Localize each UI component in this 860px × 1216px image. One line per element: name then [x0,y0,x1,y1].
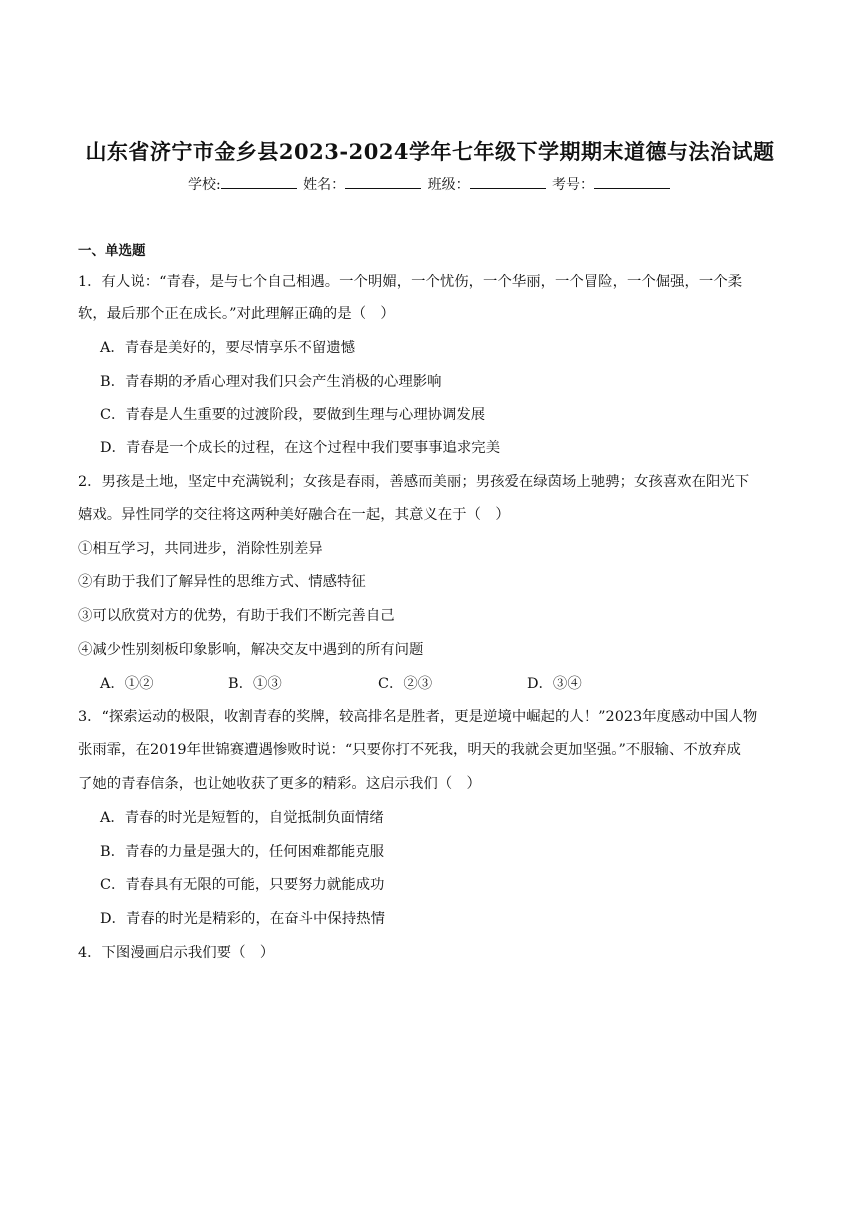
exam-title: 山东省济宁市金乡县2023-2024学年七年级下学期期末道德与法治试题 [85,139,775,164]
question-3-option-a[interactable]: A．青春的时光是短暂的，自觉抵制负面情绪 [100,810,384,826]
name-label: 姓名： [303,177,346,193]
question-2-statement-2: ②有助于我们了解异性的思维方式、情感特征 [78,574,366,590]
question-3-line-1: 3．“探索运动的极限，收割青春的奖牌，较高排名是胜者，更是逆境中崛起的人！”2023年度感动中国人物 [78,709,758,725]
school-blank[interactable] [221,176,297,189]
exam-number-blank[interactable] [594,176,670,189]
question-1-option-c[interactable]: C．青春是人生重要的过渡阶段，要做到生理与心理协调发展 [100,407,486,423]
question-2-statement-3: ③可以欣赏对方的优势，有助于我们不断完善自己 [78,608,395,624]
exam-number-label: 考号： [552,177,595,193]
question-3-option-d[interactable]: D．青春的时光是精彩的，在奋斗中保持热情 [100,911,385,927]
question-2-line-2: 嬉戏。异性同学的交往将这两种美好融合在一起，其意义在于（ ） [78,507,510,523]
question-4-line-1: 4．下图漫画启示我们要（ ） [78,945,275,961]
question-3-line-2: 张雨霏，在2019年世锦赛遭遇惨败时说：“只要你打不死我，明天的我就会更加坚强。”不服输、不放弃成 [78,742,741,758]
question-3-option-c[interactable]: C．青春具有无限的可能，只要努力就能成功 [100,877,385,893]
student-info-row [0,174,860,194]
question-3-line-3: 了她的青春信条，也让她收获了更多的精彩。这启示我们（ ） [78,776,481,792]
question-2-option-a[interactable]: A．①② [100,676,154,692]
question-1-line-2: 软，最后那个正在成长。”对此理解正确的是（ ） [78,306,395,322]
question-2-statement-1: ①相互学习，共同进步，消除性别差异 [78,541,323,557]
class-blank[interactable] [470,176,546,189]
name-blank[interactable] [345,176,421,189]
question-2-option-d[interactable]: D．③④ [527,676,582,692]
question-1-option-a[interactable]: A．青春是美好的，要尽情享乐不留遗憾 [100,340,356,356]
question-2-line-1: 2．男孩是土地，坚定中充满锐利；女孩是春雨，善感而美丽；男孩爱在绿茵场上驰骋；女孩喜欢在阳光下 [78,474,750,490]
question-1-option-d[interactable]: D．青春是一个成长的过程，在这个过程中我们要事事追求完美 [100,440,501,456]
school-label: 学校: [187,177,221,193]
class-label: 班级： [427,177,470,193]
question-1-option-b[interactable]: B．青春期的矛盾心理对我们只会产生消极的心理影响 [100,374,442,390]
question-2-statement-4: ④减少性别刻板印象影响，解决交友中遇到的所有问题 [78,642,424,658]
question-1-line-1: 1．有人说：“青春，是与七个自己相遇。一个明媚，一个忧伤，一个华丽，一个冒险，一个倔强，一个柔 [78,274,743,290]
question-2-option-b[interactable]: B．①③ [228,676,282,692]
question-3-option-b[interactable]: B．青春的力量是强大的，任何困难都能克服 [100,844,384,860]
section-title: 一、单选题 [78,243,146,259]
question-2-option-c[interactable]: C．②③ [378,676,433,692]
